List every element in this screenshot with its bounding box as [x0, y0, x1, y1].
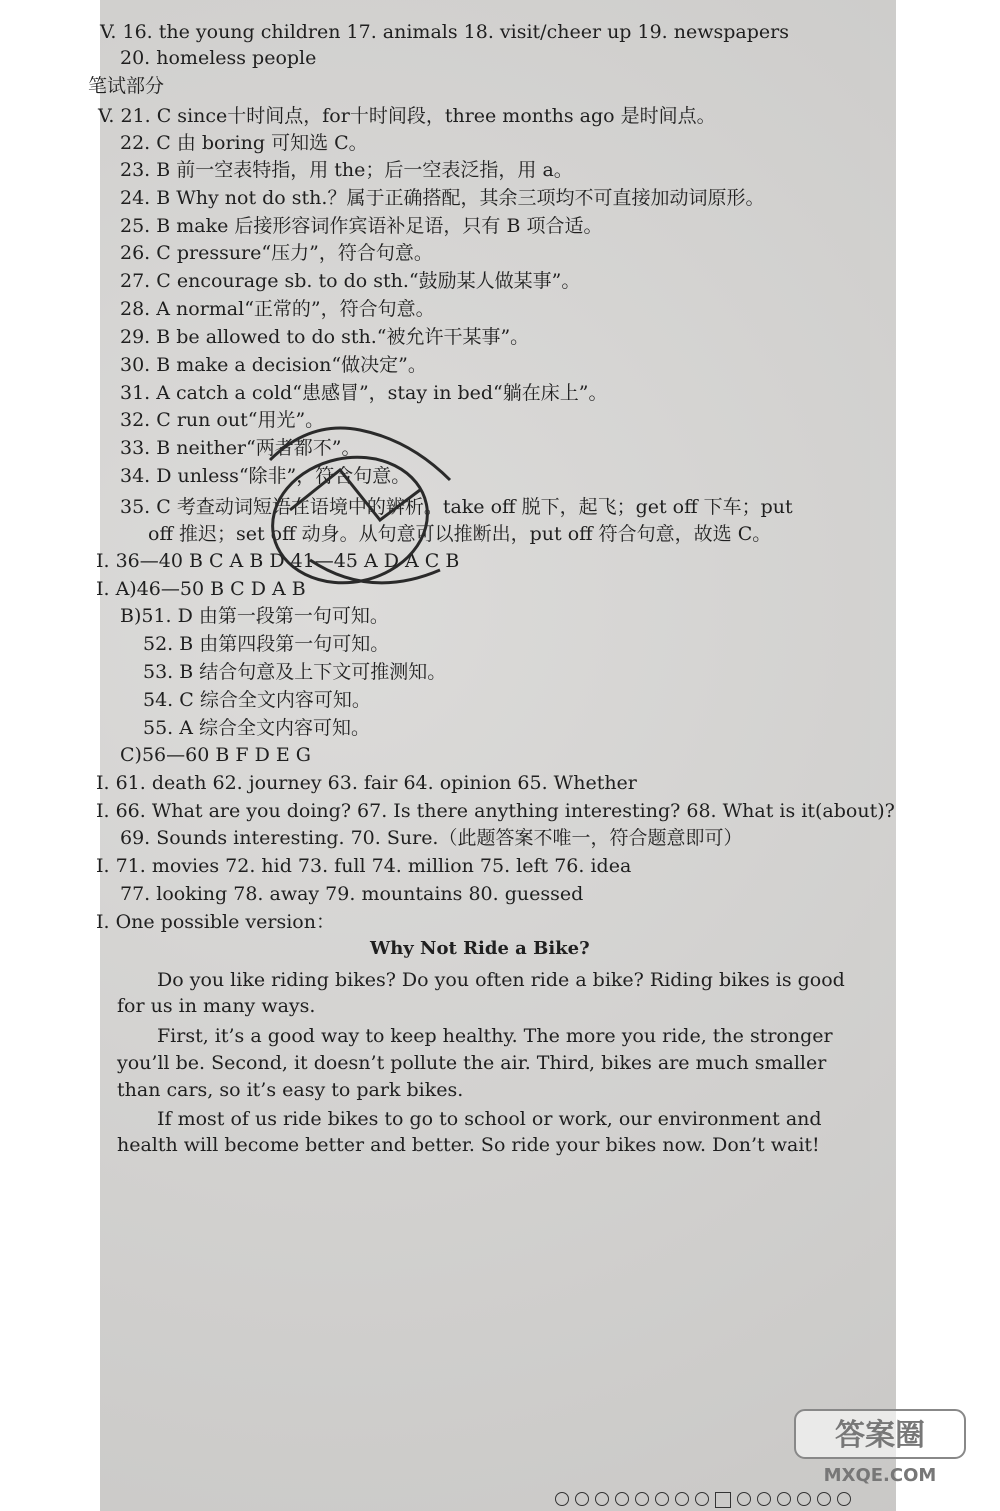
- answer-line: V. 21. C since十时间点，for十时间段，three months ago 是时间点。: [98, 105, 716, 127]
- answer-line: B)51. D 由第一段第一句可知。: [120, 605, 389, 627]
- answer-line: 34. D unless“除非”，符合句意。: [120, 465, 411, 487]
- answer-line: health will become better and better. So ride your bikes now. Don’t wait!: [117, 1134, 820, 1156]
- answer-line: Do you like riding bikes? Do you often ride a bike? Riding bikes is good: [157, 969, 845, 991]
- mark-circle-icon: [635, 1492, 649, 1506]
- essay-title: Why Not Ride a Bike?: [370, 938, 590, 959]
- answer-line: 24. B Why not do sth.？属于正确搭配，其余三项均不可直接加动词原形。: [120, 187, 765, 209]
- answer-line: I. One possible version：: [96, 911, 335, 933]
- mark-circle-icon: [777, 1492, 791, 1506]
- answer-line: off 推迟；set off 动身。从句意可以推断出，put off 符合句意，故选 C。: [148, 523, 772, 545]
- answer-line: I. 61. death 62. journey 63. fair 64. opinion 65. Whether: [96, 772, 637, 794]
- mark-square-icon: [715, 1492, 731, 1508]
- mark-circle-icon: [737, 1492, 751, 1506]
- answer-line: 30. B make a decision“做决定”。: [120, 354, 427, 376]
- mark-circle-icon: [655, 1492, 669, 1506]
- watermark-top-text: 答案圈: [835, 1418, 925, 1453]
- answer-line: 77. looking 78. away 79. mountains 80. guessed: [120, 883, 584, 905]
- answer-line: If most of us ride bikes to go to school or work, our environment and: [157, 1108, 822, 1130]
- answer-line: 31. A catch a cold“患感冒”，stay in bed“躺在床上”。: [120, 382, 608, 404]
- mark-circle-icon: [555, 1492, 569, 1506]
- answer-line: 25. B make 后接形容词作宾语补足语，只有 B 项合适。: [120, 215, 603, 237]
- answer-line: 52. B 由第四段第一句可知。: [143, 633, 390, 655]
- answer-line: 22. C 由 boring 可知选 C。: [120, 132, 368, 154]
- answer-line: for us in many ways.: [117, 995, 316, 1017]
- answer-line: I. A)46—50 B C D A B: [96, 578, 306, 600]
- watermark-bottom-text: MXQE.COM: [823, 1465, 937, 1486]
- bottom-page-marks: [555, 1492, 915, 1508]
- answer-line: C)56—60 B F D E G: [120, 744, 311, 766]
- answer-line: 54. C 综合全文内容可知。: [143, 689, 371, 711]
- answer-line: 53. B 结合句意及上下文可推测知。: [143, 661, 447, 683]
- answer-line: 26. C pressure“压力”，符合句意。: [120, 242, 433, 264]
- answer-line: I. 66. What are you doing? 67. Is there anything interesting? 68. What is it(about)?: [96, 800, 895, 822]
- answer-line: 32. C run out“用光”。: [120, 409, 325, 431]
- site-watermark: [790, 1405, 970, 1487]
- answer-line: than cars, so it’s easy to park bikes.: [117, 1079, 464, 1101]
- mark-circle-icon: [695, 1492, 709, 1506]
- answer-line: First, it’s a good way to keep healthy. The more you ride, the stronger: [157, 1025, 833, 1047]
- mark-circle-icon: [817, 1492, 831, 1506]
- answer-line: 28. A normal“正常的”，符合句意。: [120, 298, 435, 320]
- answer-line: 35. C 考查动词短语在语境中的辨析。take off 脱下，起飞；get off 下车；put: [120, 496, 793, 518]
- mark-circle-icon: [595, 1492, 609, 1506]
- answer-line: 33. B neither“两者都不”。: [120, 437, 361, 459]
- answer-line: I. 71. movies 72. hid 73. full 74. million 75. left 76. idea: [96, 855, 632, 877]
- answer-line: 23. B 前一空表特指，用 the；后一空表泛指，用 a。: [120, 159, 573, 181]
- answer-line: 29. B be allowed to do sth.“被允许干某事”。: [120, 326, 530, 348]
- scanned-page: [88, 0, 896, 1511]
- answer-line: 笔试部分: [88, 75, 165, 97]
- mark-circle-icon: [575, 1492, 589, 1506]
- answer-line: you’ll be. Second, it doesn’t pollute the air. Third, bikes are much smaller: [117, 1052, 827, 1074]
- mark-circle-icon: [757, 1492, 771, 1506]
- mark-circle-icon: [615, 1492, 629, 1506]
- answer-line: V. 16. the young children 17. animals 18. visit/cheer up 19. newspapers: [100, 21, 789, 43]
- mark-circle-icon: [837, 1492, 851, 1506]
- answer-line: I. 36—40 B C A B D 41—45 A D A C B: [96, 550, 460, 572]
- answer-line: 20. homeless people: [120, 47, 317, 69]
- answer-line: 69. Sounds interesting. 70. Sure.（此题答案不唯一，符合题意即可）: [120, 827, 743, 849]
- mark-circle-icon: [675, 1492, 689, 1506]
- mark-circle-icon: [797, 1492, 811, 1506]
- answer-line: 55. A 综合全文内容可知。: [143, 717, 371, 739]
- answer-line: 27. C encourage sb. to do sth.“鼓励某人做某事”。: [120, 270, 581, 292]
